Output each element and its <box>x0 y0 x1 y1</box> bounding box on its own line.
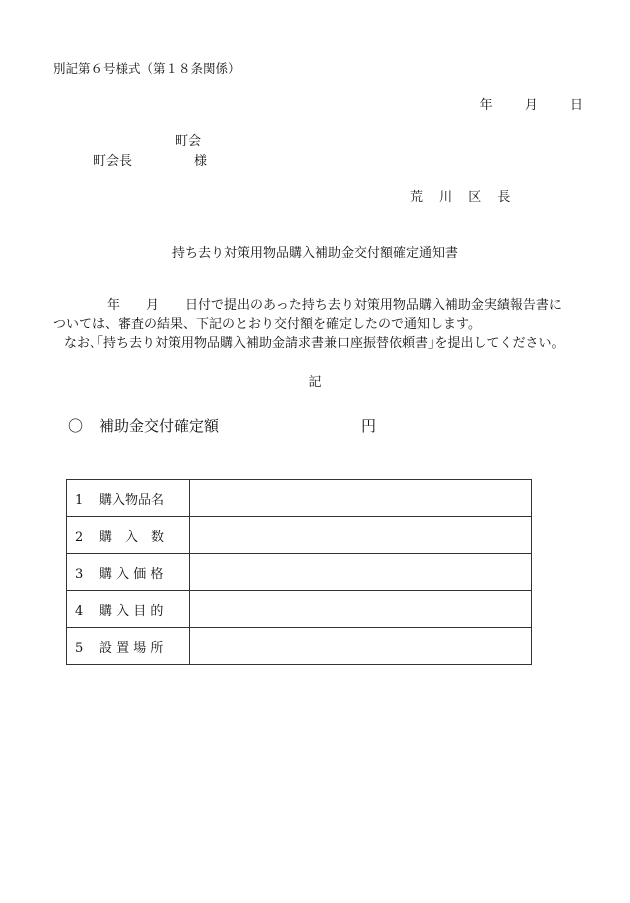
item-value-cell[interactable] <box>190 480 532 517</box>
date-line <box>480 94 583 113</box>
items-table <box>66 479 532 665</box>
issuer: 荒 川 区 長 <box>410 190 517 205</box>
circle-marker: 〇 <box>68 417 84 435</box>
item-value-cell[interactable] <box>190 591 532 628</box>
body-line-2: ついては、審査の結果、下記のとおり交付額を確定したので通知します。 <box>53 317 481 332</box>
item-label-cell <box>67 591 190 628</box>
table-row <box>67 628 532 665</box>
amount-unit: 円 <box>361 417 377 435</box>
item-number: 1 <box>75 492 84 508</box>
recipient-chair: 町会長 <box>93 154 133 169</box>
item-label-cell <box>67 554 190 591</box>
item-label: 購 入 価 格 <box>99 566 164 582</box>
recipient-honorific: 様 <box>194 154 208 169</box>
item-label: 購 入 数 <box>99 529 165 545</box>
date-month: 月 <box>524 98 538 113</box>
item-value-cell[interactable] <box>190 554 532 591</box>
ki-heading: 記 <box>308 375 322 390</box>
item-label: 購入物品名 <box>99 492 165 508</box>
item-label-cell <box>67 628 190 665</box>
body-line-1 <box>107 294 562 313</box>
amount-label: 補助金交付確定額 <box>99 417 220 435</box>
table-row <box>67 591 532 628</box>
item-label-cell <box>67 480 190 517</box>
amount-row <box>68 415 376 436</box>
recipient-chair-line <box>93 150 207 169</box>
item-label-cell <box>67 517 190 554</box>
table-row <box>67 554 532 591</box>
item-number: 5 <box>75 640 84 656</box>
recipient-council: 町会 <box>175 134 202 149</box>
item-label: 購 入 目 的 <box>99 603 164 619</box>
body-line-1-rest: 日付で提出のあった持ち去り対策用物品購入補助金実績報告書に <box>185 298 562 313</box>
body-month: 月 <box>146 298 160 313</box>
item-number: 4 <box>75 603 84 619</box>
item-value-cell[interactable] <box>190 628 532 665</box>
date-day: 日 <box>569 98 583 113</box>
form-number: 別記第６号様式（第１８条関係） <box>53 61 241 76</box>
table-row <box>67 517 532 554</box>
table-row <box>67 480 532 517</box>
item-number: 2 <box>75 529 84 545</box>
document-title: 持ち去り対策用物品購入補助金交付額確定通知書 <box>171 246 458 261</box>
item-label: 設 置 場 所 <box>99 640 164 656</box>
body-year: 年 <box>107 298 121 313</box>
item-value-cell[interactable] <box>190 517 532 554</box>
item-number: 3 <box>75 566 84 582</box>
body-line-3: なお､｢持ち去り対策用物品購入補助金請求書兼口座振替依頼書｣を提出してください。 <box>64 336 565 351</box>
date-year: 年 <box>479 98 493 113</box>
